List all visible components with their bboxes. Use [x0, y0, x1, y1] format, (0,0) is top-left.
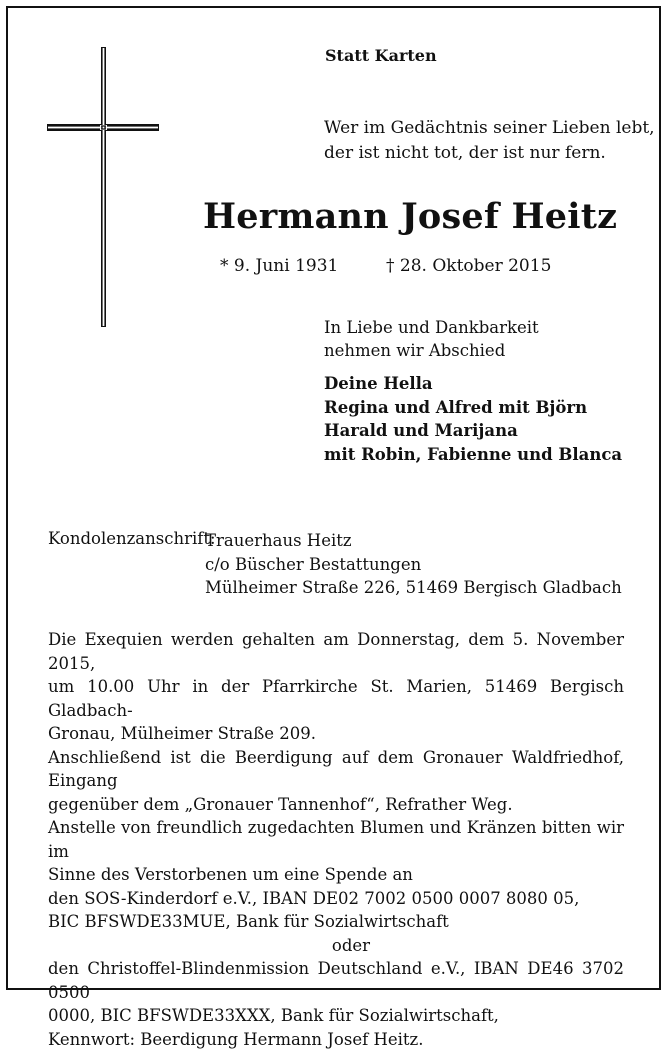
donation-christoffel-line: 0000, BIC BFSWDE33XXX, Bank für Sozialwirtschaft, [48, 1004, 624, 1028]
farewell-line: In Liebe und Dankbarkeit [324, 316, 539, 339]
birth-date: * 9. Juni 1931 [220, 256, 338, 276]
donation-sos-line: den SOS-Kinderdorf e.V., IBAN DE02 7002 0500 0007 8080 05, [48, 887, 624, 911]
beerdigung-line: gegenüber dem „Gronauer Tannenhof“, Refrather Weg. [48, 793, 624, 817]
farewell-text [324, 316, 539, 362]
exequien-line: Die Exequien werden gehalten am Donnerstag, dem 5. November 2015, [48, 628, 624, 675]
kondolenz-address [205, 529, 622, 600]
deceased-name: Hermann Josef Heitz [203, 196, 617, 237]
family-member: mit Robin, Fabienne und Blanca [324, 443, 622, 467]
family-member: Harald und Marijana [324, 419, 622, 443]
beerdigung-line: Anschließend ist die Beerdigung auf dem Gronauer Waldfriedhof, Eingang [48, 746, 624, 793]
anstelle-line: Sinne des Verstorbenen um eine Spende an [48, 863, 624, 887]
donation-sos-line: BIC BFSWDE33MUE, Bank für Sozialwirtschaft [48, 910, 624, 934]
cross-icon [46, 46, 160, 328]
service-details [48, 628, 624, 1051]
quote-line: der ist nicht tot, der ist nur fern. [324, 141, 655, 166]
notice-header: Statt Karten [325, 46, 437, 65]
exequien-line: um 10.00 Uhr in der Pfarrkirche St. Marien, 51469 Bergisch Gladbach- [48, 675, 624, 722]
farewell-line: nehmen wir Abschied [324, 339, 539, 362]
kennwort-line: Kennwort: Beerdigung Hermann Josef Heitz. [48, 1028, 624, 1051]
family-member: Regina und Alfred mit Björn [324, 396, 622, 420]
memorial-quote [324, 116, 655, 166]
family-list [324, 372, 622, 466]
kondolenz-label: Kondolenzanschrift: [48, 529, 216, 548]
death-date: † 28. Oktober 2015 [386, 256, 551, 276]
address-line: Mülheimer Straße 226, 51469 Bergisch Gladbach [205, 576, 622, 600]
address-line: c/o Büscher Bestattungen [205, 553, 622, 577]
exequien-line: Gronau, Mülheimer Straße 209. [48, 722, 624, 746]
family-member: Deine Hella [324, 372, 622, 396]
donation-christoffel-line: den Christoffel-Blindenmission Deutschland e.V., IBAN DE46 3702 0500 [48, 957, 624, 1004]
anstelle-line: Anstelle von freundlich zugedachten Blumen und Kränzen bitten wir im [48, 816, 624, 863]
donation-or: oder [48, 934, 624, 958]
quote-line: Wer im Gedächtnis seiner Lieben lebt, [324, 116, 655, 141]
address-line: Trauerhaus Heitz [205, 529, 622, 553]
